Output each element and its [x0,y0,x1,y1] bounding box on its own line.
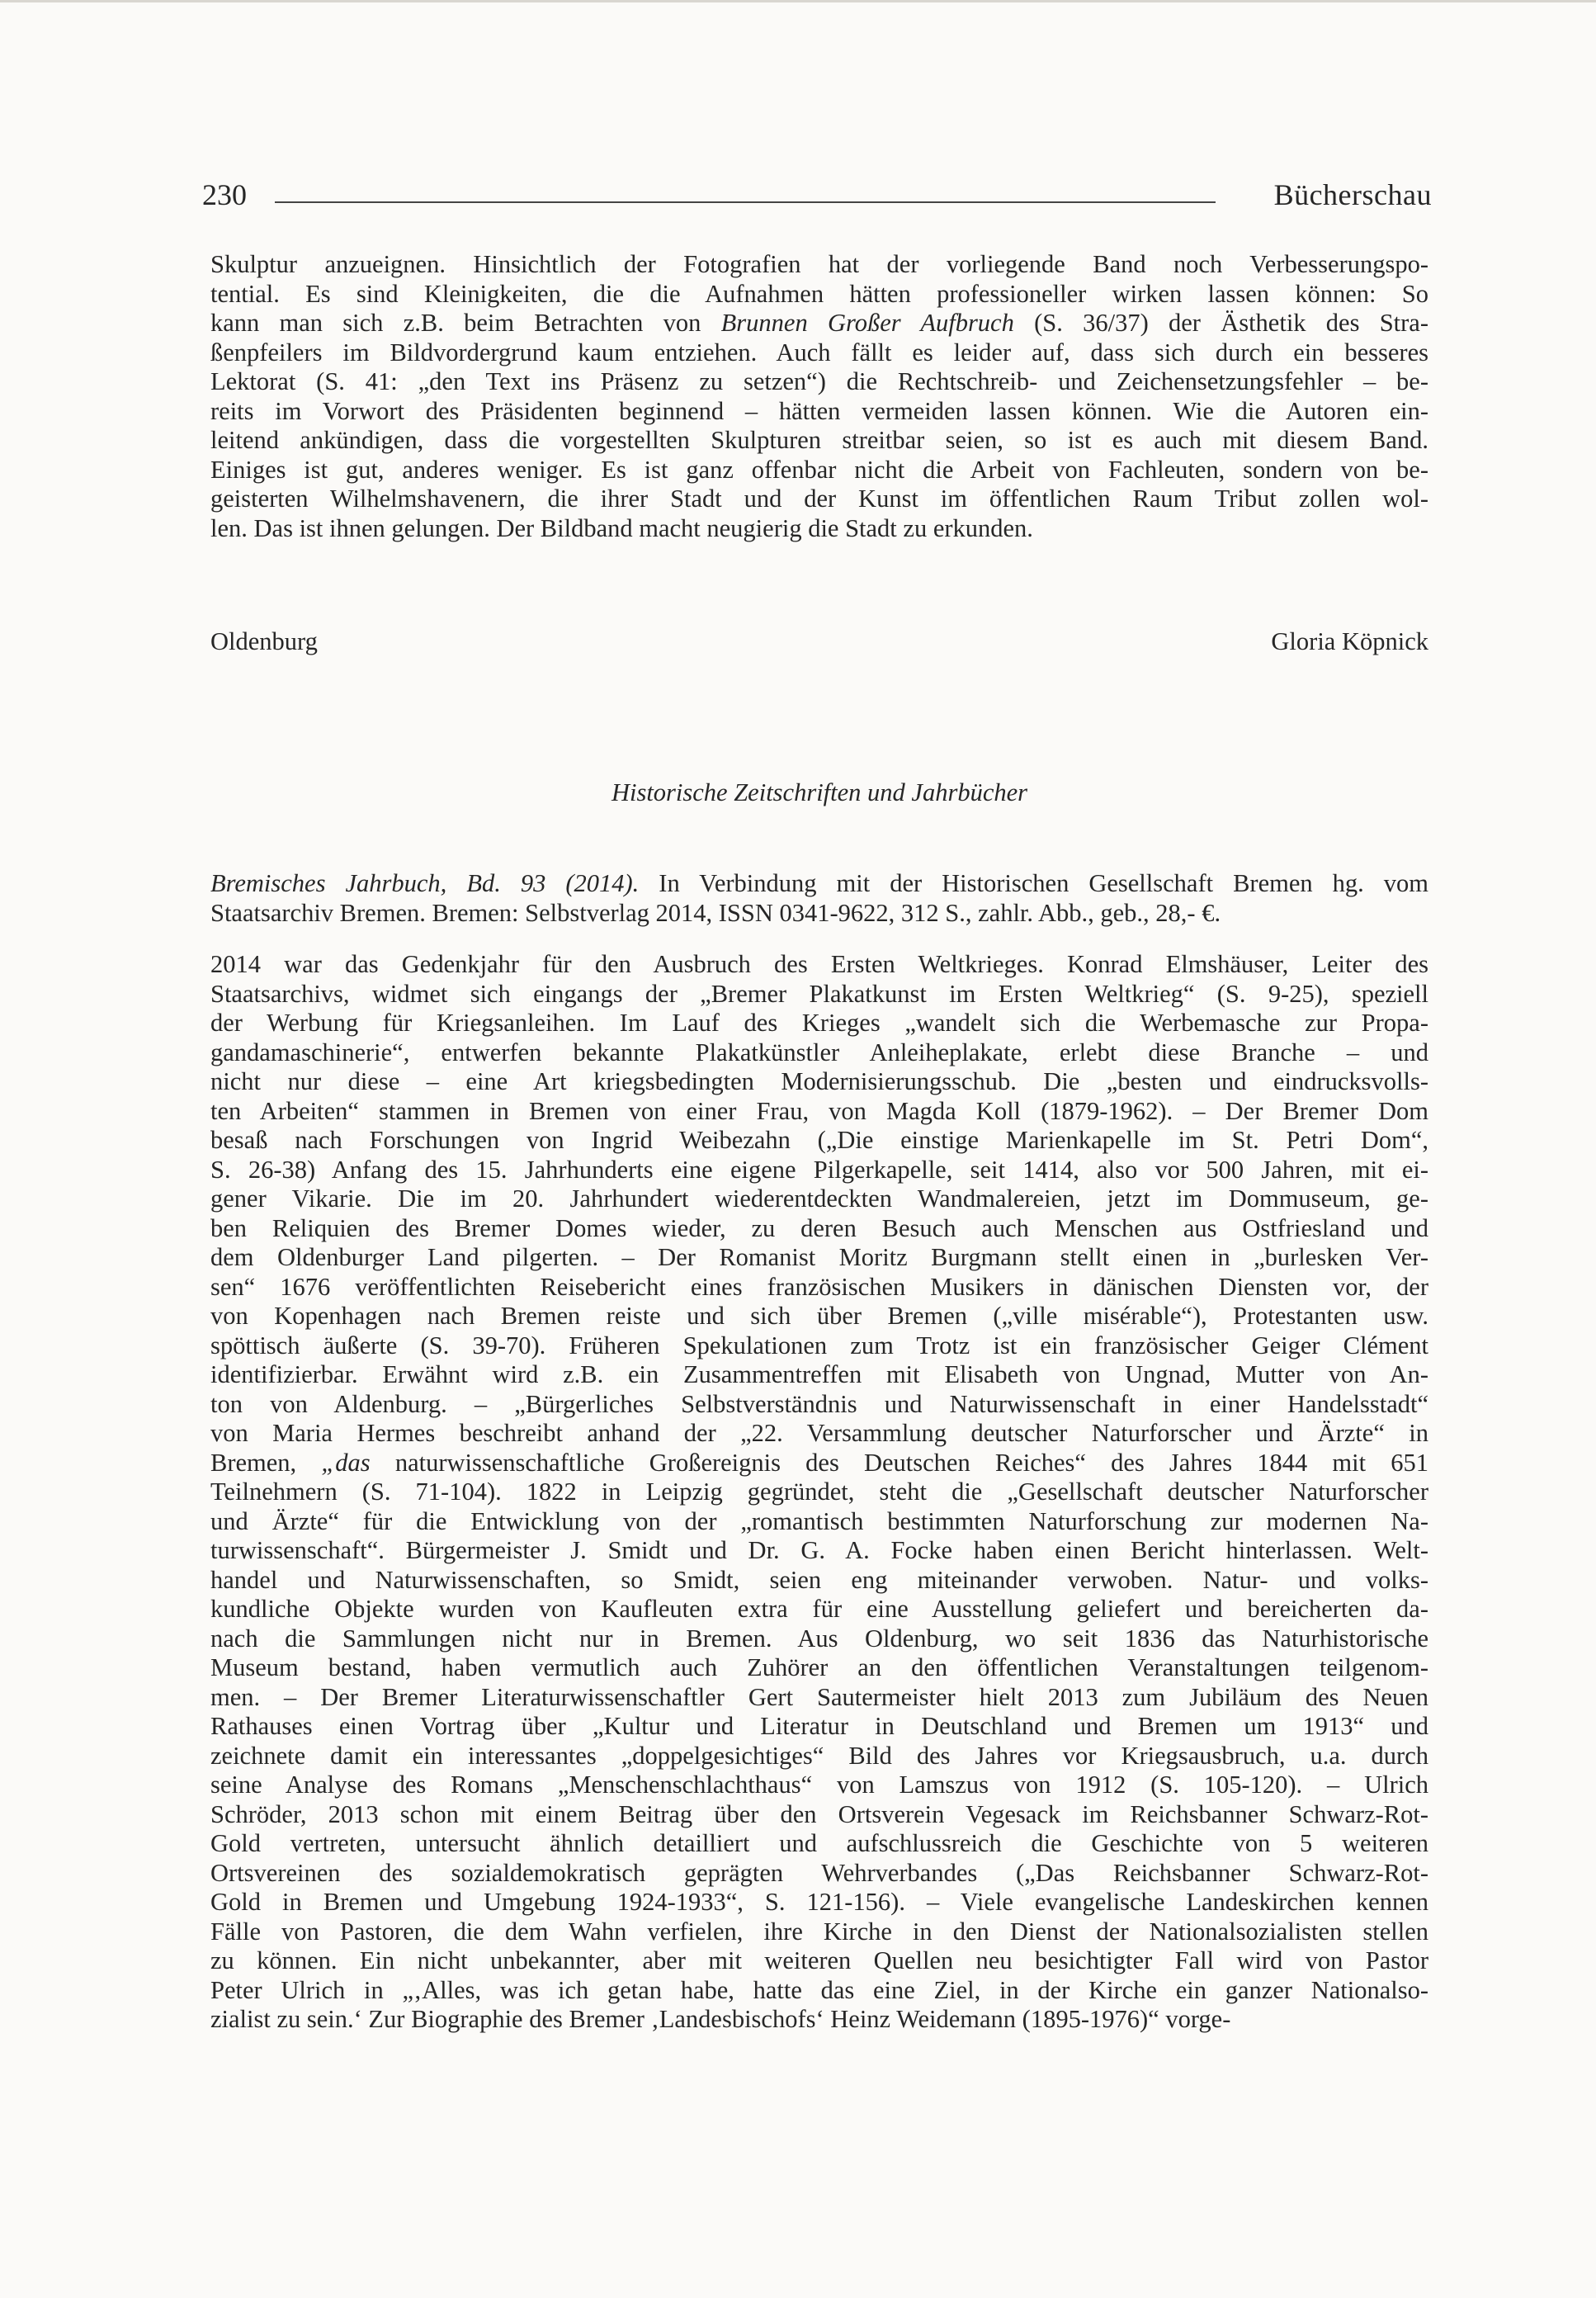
review-2-text [210,950,1428,2035]
review-location: Oldenburg [210,627,318,655]
review-2-line: von Maria Hermes beschreibt anhand der „22. Versammlung deutscher Naturforscher und Ärzte“ in [210,1419,1428,1447]
review-2-line: turwissenschaft“. Bürgermeister J. Smidt und Dr. G. A. Focke haben einen Bericht hinterlassen. Welt- [210,1536,1428,1564]
bib-line-1 [210,869,1428,899]
review-2-line: Staatsarchivs, widmet sich eingangs der „Bremer Plakatkunst im Ersten Weltkrieg“ (S. 9-25), speziell [210,979,1428,1008]
review-2-line: Fälle von Pastoren, die dem Wahn verfielen, ihre Kirche in den Dienst der Nationalsozialisten stellen [210,1917,1428,1946]
review-2-line: nach die Sammlungen nicht nur in Bremen. Aus Oldenburg, wo seit 1836 das Naturhistorische [210,1624,1428,1653]
review-2-line: sen“ 1676 veröffentlichten Reisebericht eines französischen Musikers in dänischen Diensten vor, der [210,1272,1428,1301]
review-1-line: tential. Es sind Kleinigkeiten, die die Aufnahmen hätten professioneller wirken lassen können: So [210,279,1428,308]
review-1-italic: Brunnen Großer Aufbruch [720,309,1014,337]
review-2-line: ten Arbeiten“ stammen in Bremen von einer Frau, von Magda Koll (1879-1962). – Der Bremer Dom [210,1096,1428,1125]
review-1-line: reits im Vorwort des Präsidenten beginnend – hätten vermeiden lassen können. Wie die Autoren ein- [210,396,1428,425]
bib-line-1-rest: In Verbindung mit der Historischen Gesellschaft Bremen hg. vom [639,869,1429,897]
review-2-line: und Ärzte“ für die Entwicklung von der „romantisch bestimmten Naturforschung zur modernen Na- [210,1506,1428,1535]
review-1-line: geisterten Wilhelmshavenern, die ihrer Stadt und der Kunst im öffentlichen Raum Tribut zollen wol- [210,485,1428,513]
review-2-line: ton von Aldenburg. – „Bürgerliches Selbstverständnis und Naturwissenschaft in einer Handelsstadt“ [210,1389,1428,1418]
review-2-line: dem Oldenburger Land pilgerten. – Der Romanist Moritz Burgmann stellt einen in „burlesken Ver- [210,1243,1428,1271]
review-1-text [210,250,1428,543]
review-2-line: Gold vertreten, untersucht ähnlich detailliert und aufschlussreich die Geschichte von 5 weiteren [210,1829,1428,1857]
review-2-line: identifizierbar. Erwähnt wird z.B. ein Zusammentreffen mit Elisabeth von Ungnad, Mutter von An- [210,1360,1428,1388]
review-2-line: Ortsvereinen des sozialdemokratisch geprägten Wehrverbandes („Das Reichsbanner Schwarz-Rot- [210,1858,1428,1887]
review-2-line: ben Reliquien des Bremer Domes wieder, zu deren Besuch auch Menschen aus Ostfriesland und [210,1213,1428,1242]
review-2-line: Bremen, „das naturwissenschaftliche Großereignis des Deutschen Reiches“ des Jahres 1844 mit 651 [210,1448,1428,1477]
review-2-line: von Kopenhagen nach Bremen reiste und sich über Bremen („ville misérable“), Protestanten usw. [210,1302,1428,1330]
review-1-line: leitend ankündigen, dass die vorgestellten Skulpturen streitbar seien, so ist es auch mit diesem Band. [210,426,1428,454]
running-header [202,173,1432,223]
review-2-line: der Werbung für Kriegsanleihen. Im Lauf des Krieges „wandelt sich die Werbemasche zur Propa- [210,1009,1428,1037]
section-title: Bücherschau [1273,178,1432,211]
review-2-line: Gold in Bremen und Umgebung 1924-1933“, S. 121-156). – Viele evangelische Landeskirchen kennen [210,1888,1428,1916]
review-2-line: Peter Ulrich in „‚Alles, was ich getan habe, hatte das eine Ziel, in der Kirche ein ganzer Nationalso- [210,1975,1428,2004]
review-2-italic: „das [321,1448,371,1477]
review-2-line: Rathauses einen Vortrag über „Kultur und Literatur in Deutschland und Bremen um 1913“ und [210,1712,1428,1740]
review-2-line: zu können. Ein nicht unbekannter, aber mit weiteren Quellen neu besichtigter Fall wird von Pastor [210,1946,1428,1974]
review-2-line: besaß nach Forschungen von Ingrid Weibezahn („Die einstige Marienkapelle im St. Petri Dom“, [210,1126,1428,1154]
review-1-line: kann man sich z.B. beim Betrachten von Brunnen Großer Aufbruch (S. 36/37) der Ästhetik des Stra- [210,309,1428,337]
review-1-line: len. Das ist ihnen gelungen. Der Bildband macht neugierig die Stadt zu erkunden. [210,513,1033,542]
review-2-line: zialist zu sein.‘ Zur Biographie des Bremer ‚Landesbischofs‘ Heinz Weidemann (1895-1976)“ vorge- [210,2005,1231,2033]
section-subheading: Historische Zeitschriften und Jahrbücher [611,778,1028,806]
review-1-line: Lektorat (S. 41: „den Text ins Präsenz zu setzen“) die Rechtschreib- und Zeichensetzungsfehler – be- [210,367,1428,395]
review-2-line: gener Vikarie. Die im 20. Jahrhundert wiederentdeckten Wandmalereien, jetzt im Dommuseum, ge- [210,1184,1428,1213]
page-number: 230 [202,178,247,211]
review-2-line: Schröder, 2013 schon mit einem Beitrag über den Ortsverein Vegesack im Reichsbanner Schwarz-Rot- [210,1799,1428,1828]
review-2-line: handel und Naturwissenschaften, so Smidt, seien eng miteinander verwoben. Natur- und volks- [210,1565,1428,1594]
bibliographic-entry [210,869,1428,928]
review-2-line: spöttisch äußerte (S. 39-70). Früheren Spekulationen zum Trotz ist ein französischer Geiger Clément [210,1331,1428,1359]
bib-line-2: Staatsarchiv Bremen. Bremen: Selbstverlag 2014, ISSN 0341-9622, 312 S., zahlr. Abb., geb., 28,- €. [210,898,1221,927]
bib-title: Bremisches Jahrbuch, Bd. 93 (2014). [210,869,640,897]
review-paragraph-2 [210,950,1428,2035]
review-2-line: nicht nur diese – eine Art kriegsbedingten Modernisierungsschub. Die „besten und eindrucksvolls- [210,1067,1428,1095]
review-2-line: kundliche Objekte wurden von Kaufleuten extra für eine Ausstellung geliefert und bereicherten da- [210,1595,1428,1623]
header-rule [275,201,1216,203]
review-2-line: 2014 war das Gedenkjahr für den Ausbruch des Ersten Weltkrieges. Konrad Elmshäuser, Leiter des [210,950,1428,978]
bib-text [210,869,1428,928]
review-2-line: zeichnete damit ein interessantes „doppelgesichtiges“ Bild des Jahres vor Kriegsausbruch, u.a. durch [210,1741,1428,1770]
review-paragraph-1 [210,250,1428,543]
review-2-line: S. 26-38) Anfang des 15. Jahrhunderts eine eigene Pilgerkapelle, seit 1414, also vor 500 Jahren, mit ei- [210,1155,1428,1184]
review-1-line: Skulptur anzueignen. Hinsichtlich der Fotografien hat der vorliegende Band noch Verbesserungspo- [210,250,1428,278]
review-2-line: men. – Der Bremer Literaturwissenschaftler Gert Sautermeister hielt 2013 zum Jubiläum des Neuen [210,1682,1428,1711]
review-2-line: Museum bestand, haben vermutlich auch Zuhörer an den öffentlichen Veranstaltungen teilgenom- [210,1653,1428,1681]
review-author: Gloria Köpnick [1271,627,1428,655]
review-1-line: Einiges ist gut, anderes weniger. Es ist ganz offenbar nicht die Arbeit von Fachleuten, sondern von be- [210,455,1428,484]
scan-edge [0,0,1596,2]
review-2-line: seine Analyse des Romans „Menschenschlachthaus“ von Lamszus von 1912 (S. 105-120). – Ulrich [210,1771,1428,1799]
review-1-line: ßenpfeilers im Bildvordergrund kaum entziehen. Auch fällt es leider auf, dass sich durch ein besseres [210,338,1428,366]
review-2-line: gandamaschinerie“, entwerfen bekannte Plakatkünstler Anleiheplakate, erlebt diese Branche – und [210,1038,1428,1066]
review-2-line: Teilnehmern (S. 71-104). 1822 in Leipzig gegründet, steht die „Gesellschaft deutscher Naturforscher [210,1478,1428,1506]
